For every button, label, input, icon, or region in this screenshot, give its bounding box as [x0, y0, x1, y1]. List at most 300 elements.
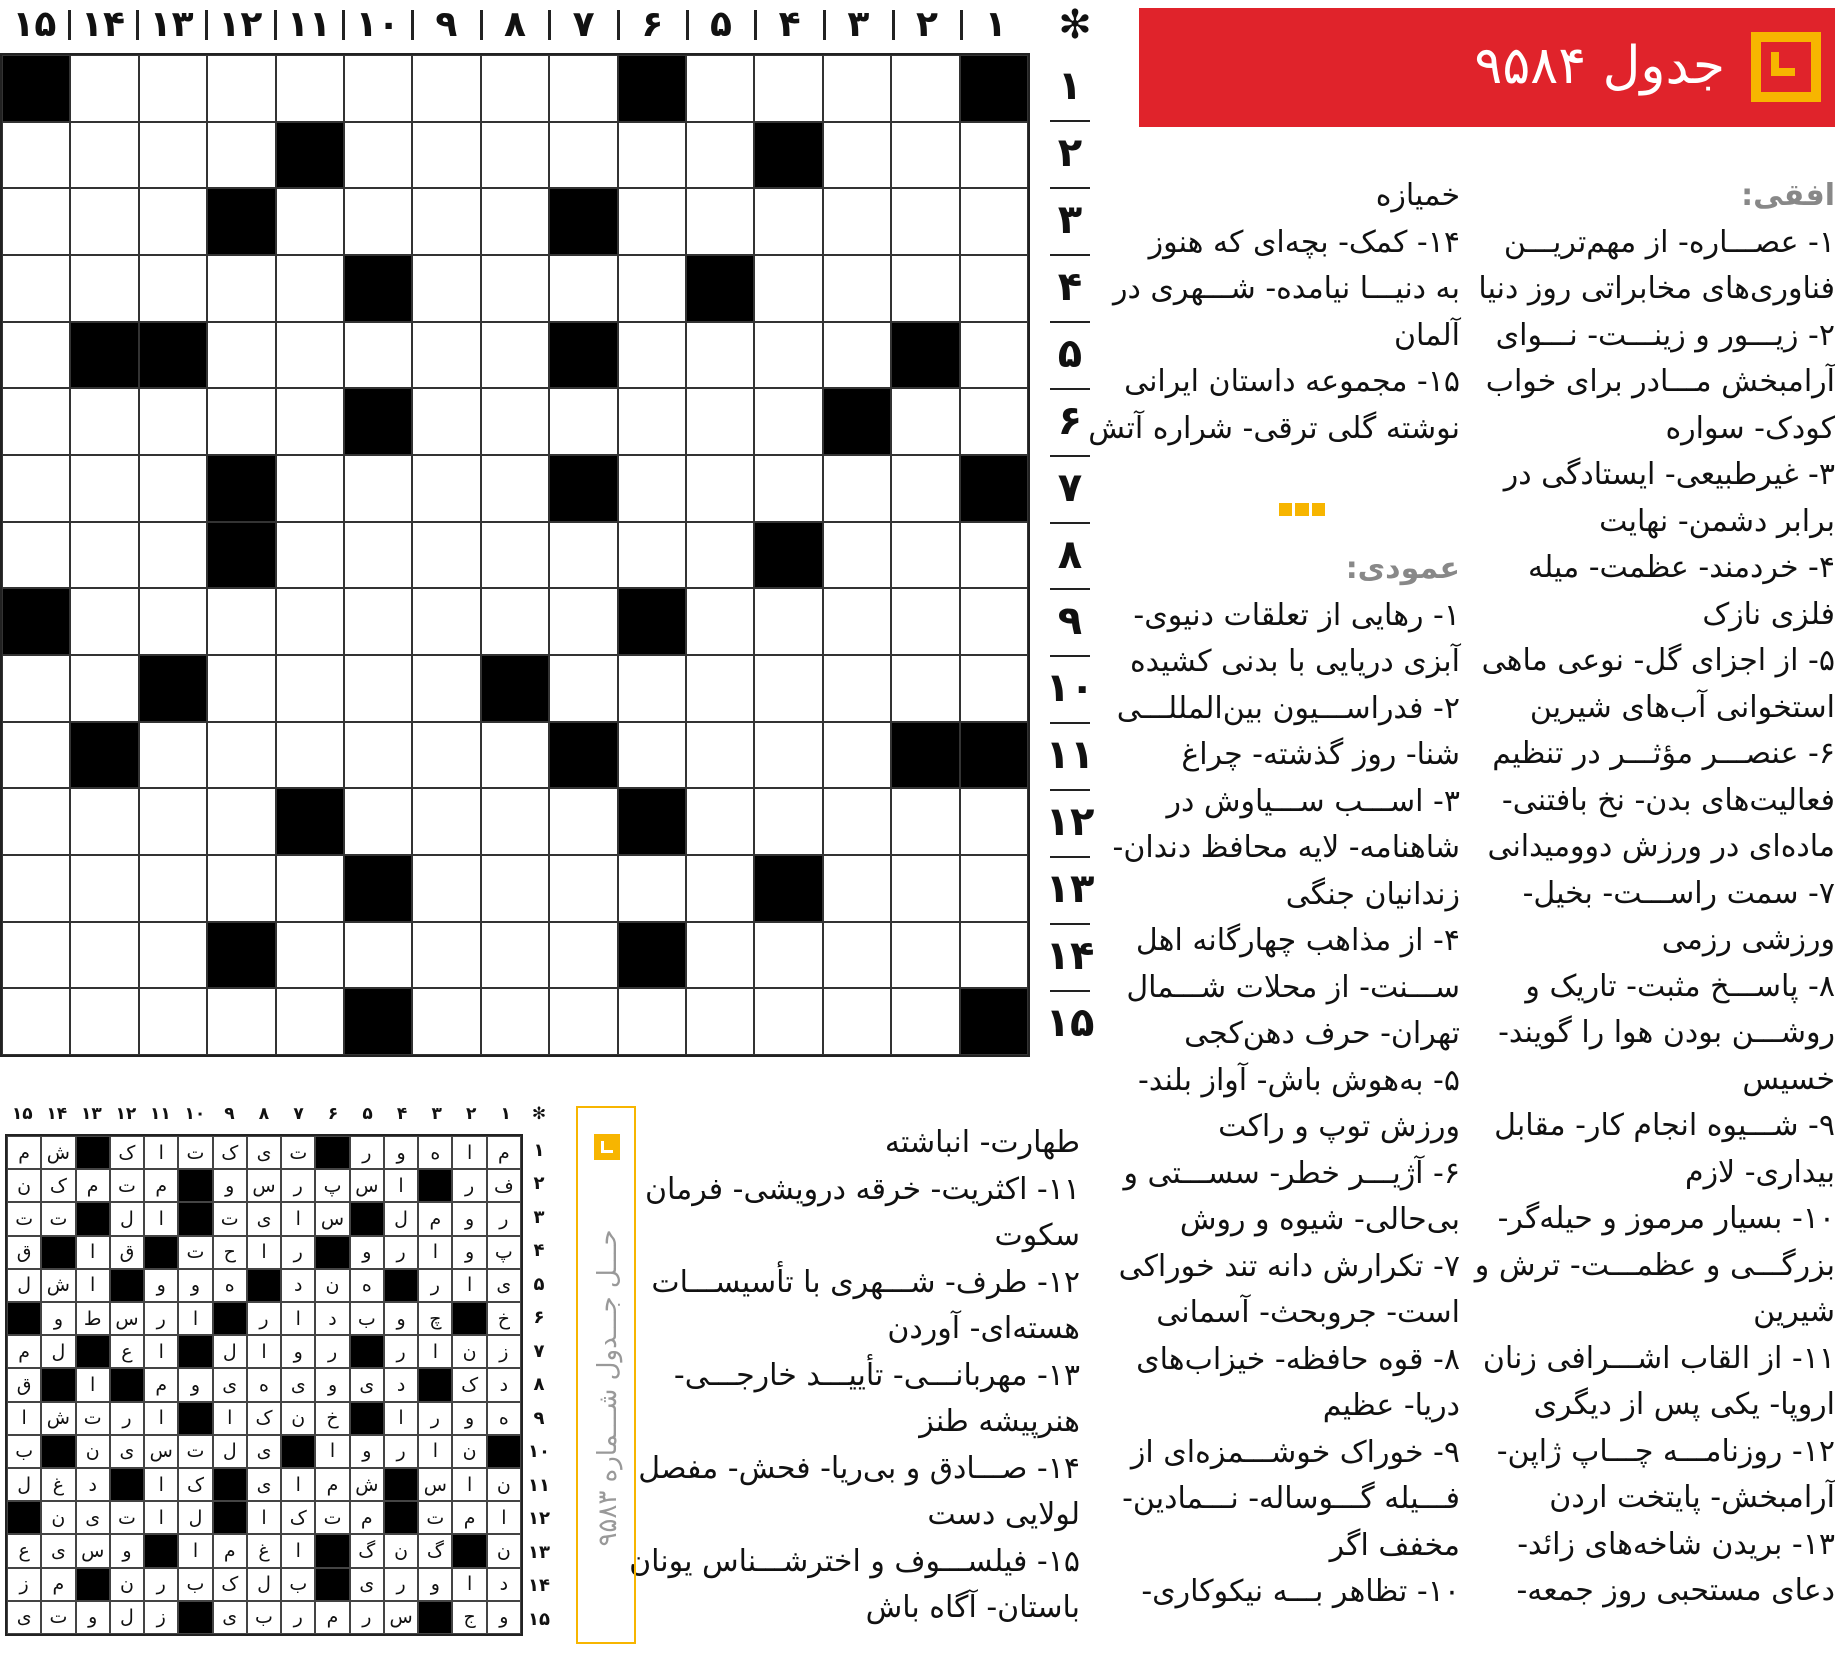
grid-cell[interactable] — [412, 255, 480, 322]
grid-cell[interactable] — [618, 255, 686, 322]
grid-cell[interactable] — [276, 588, 344, 655]
grid-cell[interactable] — [2, 788, 70, 855]
grid-cell[interactable] — [891, 322, 959, 389]
grid-cell[interactable] — [276, 122, 344, 189]
solution-cell: ی — [41, 1534, 75, 1567]
grid-cell[interactable] — [960, 588, 1028, 655]
grid-cell[interactable] — [207, 788, 275, 855]
grid-cell[interactable] — [70, 455, 138, 522]
grid-cell[interactable] — [823, 855, 891, 922]
grid-cell[interactable] — [686, 255, 754, 322]
grid-cell[interactable] — [618, 388, 686, 455]
solution-cell: ل — [7, 1269, 41, 1302]
grid-cell[interactable] — [2, 122, 70, 189]
grid-cell[interactable] — [549, 255, 617, 322]
solution-cell — [418, 1169, 452, 1202]
grid-cell[interactable] — [412, 922, 480, 989]
grid-cell[interactable] — [960, 455, 1028, 522]
grid-cell[interactable] — [139, 588, 207, 655]
clue-line: ورزشی رزمی — [1661, 922, 1835, 957]
grid-cell[interactable] — [344, 455, 412, 522]
grid-cell[interactable] — [70, 188, 138, 255]
grid-cell[interactable] — [618, 322, 686, 389]
grid-cell[interactable] — [823, 588, 891, 655]
grid-cell[interactable] — [276, 788, 344, 855]
grid-cell[interactable] — [207, 922, 275, 989]
grid-cell[interactable] — [960, 788, 1028, 855]
grid-cell[interactable] — [207, 522, 275, 589]
grid-cell[interactable] — [207, 188, 275, 255]
grid-cell[interactable] — [618, 855, 686, 922]
grid-cell[interactable] — [70, 722, 138, 789]
grid-cell[interactable] — [549, 188, 617, 255]
grid-cell[interactable] — [207, 122, 275, 189]
grid-cell[interactable] — [412, 722, 480, 789]
grid-cell[interactable] — [549, 522, 617, 589]
grid-cell[interactable] — [754, 522, 822, 589]
grid-cell[interactable] — [344, 388, 412, 455]
grid-cell[interactable] — [2, 322, 70, 389]
grid-cell[interactable] — [412, 122, 480, 189]
solution-cell: م — [144, 1368, 178, 1401]
solution-row-number: ۱۳ — [528, 1541, 550, 1563]
grid-cell[interactable] — [754, 455, 822, 522]
grid-cell[interactable] — [70, 322, 138, 389]
grid-cell[interactable] — [891, 122, 959, 189]
grid-cell[interactable] — [412, 55, 480, 122]
row-number: ۱ — [1057, 63, 1083, 109]
grid-cell[interactable] — [549, 922, 617, 989]
grid-cell[interactable] — [276, 322, 344, 389]
grid-cell[interactable] — [412, 388, 480, 455]
grid-cell[interactable] — [823, 55, 891, 122]
solution-cell: ع — [7, 1534, 41, 1567]
grid-cell[interactable] — [891, 988, 959, 1055]
grid-cell[interactable] — [891, 188, 959, 255]
across-heading: افقی: — [1741, 178, 1835, 213]
grid-cell[interactable] — [70, 255, 138, 322]
solution-cell: و — [452, 1402, 486, 1435]
grid-cell[interactable] — [960, 322, 1028, 389]
grid-cell[interactable] — [70, 655, 138, 722]
grid-cell[interactable] — [754, 788, 822, 855]
grid-cell[interactable] — [686, 722, 754, 789]
grid-cell[interactable] — [549, 322, 617, 389]
solution-cell: ا — [452, 1468, 486, 1501]
grid-cell[interactable] — [686, 922, 754, 989]
grid-cell[interactable] — [344, 855, 412, 922]
grid-cell[interactable] — [2, 188, 70, 255]
grid-cell[interactable] — [618, 122, 686, 189]
grid-cell[interactable] — [481, 988, 549, 1055]
grid-cell[interactable] — [549, 788, 617, 855]
grid-cell[interactable] — [2, 522, 70, 589]
grid-cell[interactable] — [139, 455, 207, 522]
grid-cell[interactable] — [549, 988, 617, 1055]
grid-cell[interactable] — [481, 522, 549, 589]
clue-line: آلمان — [1394, 317, 1460, 353]
grid-cell[interactable] — [276, 855, 344, 922]
grid-cell[interactable] — [686, 122, 754, 189]
grid-cell[interactable] — [412, 188, 480, 255]
grid-cell[interactable] — [960, 55, 1028, 122]
grid-cell[interactable] — [686, 55, 754, 122]
grid-cell[interactable] — [754, 188, 822, 255]
grid-cell[interactable] — [618, 522, 686, 589]
grid-cell[interactable] — [686, 188, 754, 255]
clue-line: باستان- آگاه باش — [865, 1590, 1080, 1625]
grid-cell[interactable] — [686, 588, 754, 655]
solution-cell — [178, 1335, 212, 1368]
grid-cell[interactable] — [276, 455, 344, 522]
grid-cell[interactable] — [754, 55, 822, 122]
grid-cell[interactable] — [2, 588, 70, 655]
grid-cell[interactable] — [481, 855, 549, 922]
grid-cell[interactable] — [70, 788, 138, 855]
solution-cell — [384, 1501, 418, 1534]
grid-cell[interactable] — [960, 722, 1028, 789]
grid-cell[interactable] — [344, 522, 412, 589]
grid-cell[interactable] — [960, 188, 1028, 255]
grid-cell[interactable] — [891, 655, 959, 722]
grid-cell[interactable] — [686, 655, 754, 722]
solution-row-number: ۱۵ — [528, 1608, 550, 1630]
grid-cell[interactable] — [686, 988, 754, 1055]
grid-cell[interactable] — [139, 922, 207, 989]
grid-cell[interactable] — [823, 788, 891, 855]
grid-cell[interactable] — [960, 855, 1028, 922]
grid-cell[interactable] — [891, 522, 959, 589]
grid-cell[interactable] — [686, 522, 754, 589]
grid-cell[interactable] — [344, 188, 412, 255]
grid-cell[interactable] — [139, 788, 207, 855]
solution-cell: ا — [144, 1202, 178, 1235]
solution-cell: ا — [487, 1501, 521, 1534]
grid-cell[interactable] — [823, 188, 891, 255]
grid-cell[interactable] — [276, 255, 344, 322]
grid-cell[interactable] — [344, 988, 412, 1055]
solution-row-number: ۵ — [533, 1273, 545, 1295]
grid-cell[interactable] — [344, 655, 412, 722]
grid-cell[interactable] — [207, 655, 275, 722]
down-heading: عمودی: — [1345, 551, 1460, 586]
grid-cell[interactable] — [960, 122, 1028, 189]
grid-cell[interactable] — [139, 855, 207, 922]
grid-cell[interactable] — [754, 322, 822, 389]
solution-cell: ر — [144, 1302, 178, 1335]
grid-cell[interactable] — [207, 855, 275, 922]
grid-cell[interactable] — [549, 655, 617, 722]
grid-cell[interactable] — [618, 55, 686, 122]
grid-cell[interactable] — [481, 788, 549, 855]
clue-line: هسته‌ای- آوردن — [887, 1311, 1080, 1346]
solution-cell: ف — [487, 1169, 521, 1202]
grid-cell[interactable] — [754, 388, 822, 455]
grid-cell[interactable] — [481, 588, 549, 655]
solution-column-number: ۱۰ — [184, 1104, 206, 1124]
column-number: ۵ — [709, 4, 732, 45]
grid-cell[interactable] — [618, 455, 686, 522]
grid-cell[interactable] — [139, 322, 207, 389]
grid-cell[interactable] — [344, 588, 412, 655]
solution-row-number: ۲ — [533, 1173, 545, 1195]
grid-cell[interactable] — [207, 388, 275, 455]
grid-cell[interactable] — [481, 255, 549, 322]
grid-cell[interactable] — [686, 788, 754, 855]
grid-cell[interactable] — [344, 255, 412, 322]
grid-cell[interactable] — [2, 55, 70, 122]
grid-cell[interactable] — [960, 522, 1028, 589]
grid-cell[interactable] — [618, 655, 686, 722]
clue-line: ۵- به‌هوش باش- آواز بلند- — [1138, 1062, 1460, 1098]
grid-cell[interactable] — [481, 655, 549, 722]
grid-cell[interactable] — [549, 55, 617, 122]
grid-cell[interactable] — [891, 55, 959, 122]
solution-cell: ر — [281, 1236, 315, 1269]
clue-line: ماده‌ای در ورزش دوومیدانی — [1487, 829, 1835, 864]
grid-cell[interactable] — [276, 522, 344, 589]
grid-cell[interactable] — [549, 122, 617, 189]
grid-cell[interactable] — [618, 722, 686, 789]
solution-column-number: ۱۱ — [150, 1104, 171, 1124]
grid-cell[interactable] — [70, 988, 138, 1055]
grid-cell[interactable] — [891, 255, 959, 322]
grid-cell[interactable] — [70, 388, 138, 455]
grid-cell[interactable] — [960, 388, 1028, 455]
grid-cell[interactable] — [412, 522, 480, 589]
grid-cell[interactable] — [549, 588, 617, 655]
grid-cell[interactable] — [891, 922, 959, 989]
grid-cell[interactable] — [139, 522, 207, 589]
solution-cell: ا — [452, 1568, 486, 1601]
grid-cell[interactable] — [139, 388, 207, 455]
solution-cell: ی — [247, 1468, 281, 1501]
grid-cell[interactable] — [823, 455, 891, 522]
grid-cell[interactable] — [754, 655, 822, 722]
grid-cell[interactable] — [823, 322, 891, 389]
solution-cell: و — [384, 1136, 418, 1169]
grid-cell[interactable] — [686, 855, 754, 922]
grid-cell[interactable] — [891, 388, 959, 455]
grid-cell[interactable] — [2, 922, 70, 989]
solution-cell — [144, 1236, 178, 1269]
grid-cell[interactable] — [412, 455, 480, 522]
grid-cell[interactable] — [344, 722, 412, 789]
grid-cell[interactable] — [2, 388, 70, 455]
grid-cell[interactable] — [481, 122, 549, 189]
solution-cell: د — [76, 1468, 110, 1501]
solution-cell — [178, 1601, 212, 1634]
grid-cell[interactable] — [344, 55, 412, 122]
grid-cell[interactable] — [823, 922, 891, 989]
grid-cell[interactable] — [481, 922, 549, 989]
grid-cell[interactable] — [276, 188, 344, 255]
grid-cell[interactable] — [70, 588, 138, 655]
grid-cell[interactable] — [481, 455, 549, 522]
grid-cell[interactable] — [481, 55, 549, 122]
grid-cell[interactable] — [618, 988, 686, 1055]
grid-cell[interactable] — [823, 722, 891, 789]
grid-cell[interactable] — [960, 255, 1028, 322]
grid-cell[interactable] — [70, 522, 138, 589]
grid-cell[interactable] — [344, 922, 412, 989]
grid-cell[interactable] — [139, 655, 207, 722]
grid-cell[interactable] — [686, 322, 754, 389]
grid-cell[interactable] — [618, 922, 686, 989]
solution-column-number: ۱۳ — [80, 1104, 102, 1124]
grid-cell[interactable] — [481, 322, 549, 389]
solution-cell: س — [384, 1601, 418, 1634]
grid-cell[interactable] — [960, 655, 1028, 722]
grid-cell[interactable] — [70, 122, 138, 189]
grid-cell[interactable] — [2, 855, 70, 922]
solution-column-number: ۱۵ — [11, 1104, 33, 1124]
grid-cell[interactable] — [754, 855, 822, 922]
grid-cell[interactable] — [207, 588, 275, 655]
solution-cell: ن — [7, 1169, 41, 1202]
grid-cell[interactable] — [754, 122, 822, 189]
grid-cell[interactable] — [70, 55, 138, 122]
grid-cell[interactable] — [276, 655, 344, 722]
grid-cell[interactable] — [823, 388, 891, 455]
grid-cell[interactable] — [891, 788, 959, 855]
row-separator — [1050, 923, 1090, 925]
grid-cell[interactable] — [344, 122, 412, 189]
clue-line: ۱۲- طرف- شـــهری با تأسیســـات — [651, 1264, 1080, 1300]
grid-cell[interactable] — [823, 988, 891, 1055]
grid-cell[interactable] — [618, 188, 686, 255]
grid-cell[interactable] — [276, 922, 344, 989]
grid-cell[interactable] — [549, 722, 617, 789]
grid-cell[interactable] — [412, 322, 480, 389]
solution-cell: ا — [213, 1402, 247, 1435]
column-number: ۹ — [435, 4, 458, 45]
column-number: ۴ — [778, 4, 801, 45]
grid-cell[interactable] — [412, 788, 480, 855]
grid-cell[interactable] — [754, 722, 822, 789]
clue-line: ۱۲- روزنامـــه چـــاپ ژاپن- — [1496, 1433, 1835, 1469]
grid-cell[interactable] — [891, 855, 959, 922]
grid-cell[interactable] — [823, 122, 891, 189]
grid-cell[interactable] — [139, 188, 207, 255]
grid-cell[interactable] — [618, 588, 686, 655]
grid-cell[interactable] — [891, 588, 959, 655]
grid-cell[interactable] — [549, 855, 617, 922]
column-number: ۱۱ — [287, 4, 331, 45]
grid-cell[interactable] — [891, 722, 959, 789]
solution-column-number: ۷ — [293, 1104, 304, 1124]
grid-cell[interactable] — [344, 788, 412, 855]
grid-cell[interactable] — [823, 522, 891, 589]
solution-cell: ی — [213, 1601, 247, 1634]
grid-cell[interactable] — [754, 588, 822, 655]
solution-cell: ل — [41, 1335, 75, 1368]
grid-cell[interactable] — [481, 188, 549, 255]
solution-cell: ح — [213, 1236, 247, 1269]
clue-line: ۱۳- بریدن شاخه‌های زائد- — [1517, 1526, 1835, 1562]
solution-cell: ک — [452, 1368, 486, 1401]
grid-cell[interactable] — [549, 388, 617, 455]
clue-line: ۵- از اجزای گل- نوعی ماهی — [1481, 643, 1835, 678]
grid-cell[interactable] — [412, 988, 480, 1055]
grid-cell[interactable] — [686, 388, 754, 455]
solution-cell — [76, 1568, 110, 1601]
solution-cell: ل — [384, 1202, 418, 1235]
solution-cell: ر — [144, 1568, 178, 1601]
solution-cell: ت — [178, 1136, 212, 1169]
solution-column-number: ۱ — [500, 1104, 511, 1124]
solution-cell — [7, 1302, 41, 1335]
grid-cell[interactable] — [276, 988, 344, 1055]
grid-cell[interactable] — [2, 455, 70, 522]
clue-line: اروپا- یکی پس از دیگری — [1533, 1387, 1835, 1422]
grid-cell[interactable] — [823, 655, 891, 722]
grid-cell[interactable] — [412, 655, 480, 722]
grid-cell[interactable] — [481, 722, 549, 789]
solution-cell: ل — [110, 1601, 144, 1634]
grid-cell[interactable] — [960, 988, 1028, 1055]
grid-cell[interactable] — [618, 788, 686, 855]
grid-cell[interactable] — [960, 922, 1028, 989]
grid-cell[interactable] — [276, 55, 344, 122]
grid-cell[interactable] — [207, 255, 275, 322]
grid-cell[interactable] — [276, 722, 344, 789]
solution-row-number: ۱۱ — [528, 1474, 550, 1496]
grid-cell[interactable] — [70, 922, 138, 989]
row-number: ۱۴ — [1045, 933, 1095, 980]
grid-cell[interactable] — [891, 455, 959, 522]
grid-cell[interactable] — [207, 322, 275, 389]
grid-cell[interactable] — [412, 588, 480, 655]
grid-cell[interactable] — [2, 722, 70, 789]
grid-cell[interactable] — [139, 255, 207, 322]
grid-cell[interactable] — [2, 655, 70, 722]
grid-cell[interactable] — [754, 988, 822, 1055]
solution-cell: ه — [350, 1269, 384, 1302]
solution-cell: م — [315, 1468, 349, 1501]
grid-cell[interactable] — [139, 55, 207, 122]
clue-line: برابر دشمن- نهایت — [1599, 503, 1835, 539]
grid-cell[interactable] — [823, 255, 891, 322]
grid-cell[interactable] — [412, 855, 480, 922]
solution-cell: ت — [178, 1236, 212, 1269]
solution-cell: ر — [247, 1302, 281, 1335]
grid-cell[interactable] — [344, 322, 412, 389]
grid-cell[interactable] — [2, 988, 70, 1055]
grid-cell[interactable] — [207, 55, 275, 122]
column-number: ۳ — [847, 4, 870, 45]
grid-cell[interactable] — [139, 988, 207, 1055]
grid-cell[interactable] — [207, 455, 275, 522]
grid-cell[interactable] — [207, 722, 275, 789]
clue-line: فلزی نازک — [1702, 596, 1835, 632]
grid-cell[interactable] — [2, 255, 70, 322]
grid-cell[interactable] — [549, 455, 617, 522]
grid-cell[interactable] — [70, 855, 138, 922]
grid-cell[interactable] — [276, 388, 344, 455]
grid-cell[interactable] — [207, 988, 275, 1055]
grid-cell[interactable] — [754, 922, 822, 989]
grid-cell[interactable] — [139, 722, 207, 789]
grid-cell[interactable] — [754, 255, 822, 322]
solution-cell: ا — [315, 1435, 349, 1468]
clue-line: هنرپیشه طنز — [919, 1404, 1080, 1439]
solution-cell: ر — [315, 1335, 349, 1368]
solution-cell: ا — [144, 1335, 178, 1368]
grid-cell[interactable] — [686, 455, 754, 522]
grid-cell[interactable] — [481, 388, 549, 455]
grid-cell[interactable] — [139, 122, 207, 189]
